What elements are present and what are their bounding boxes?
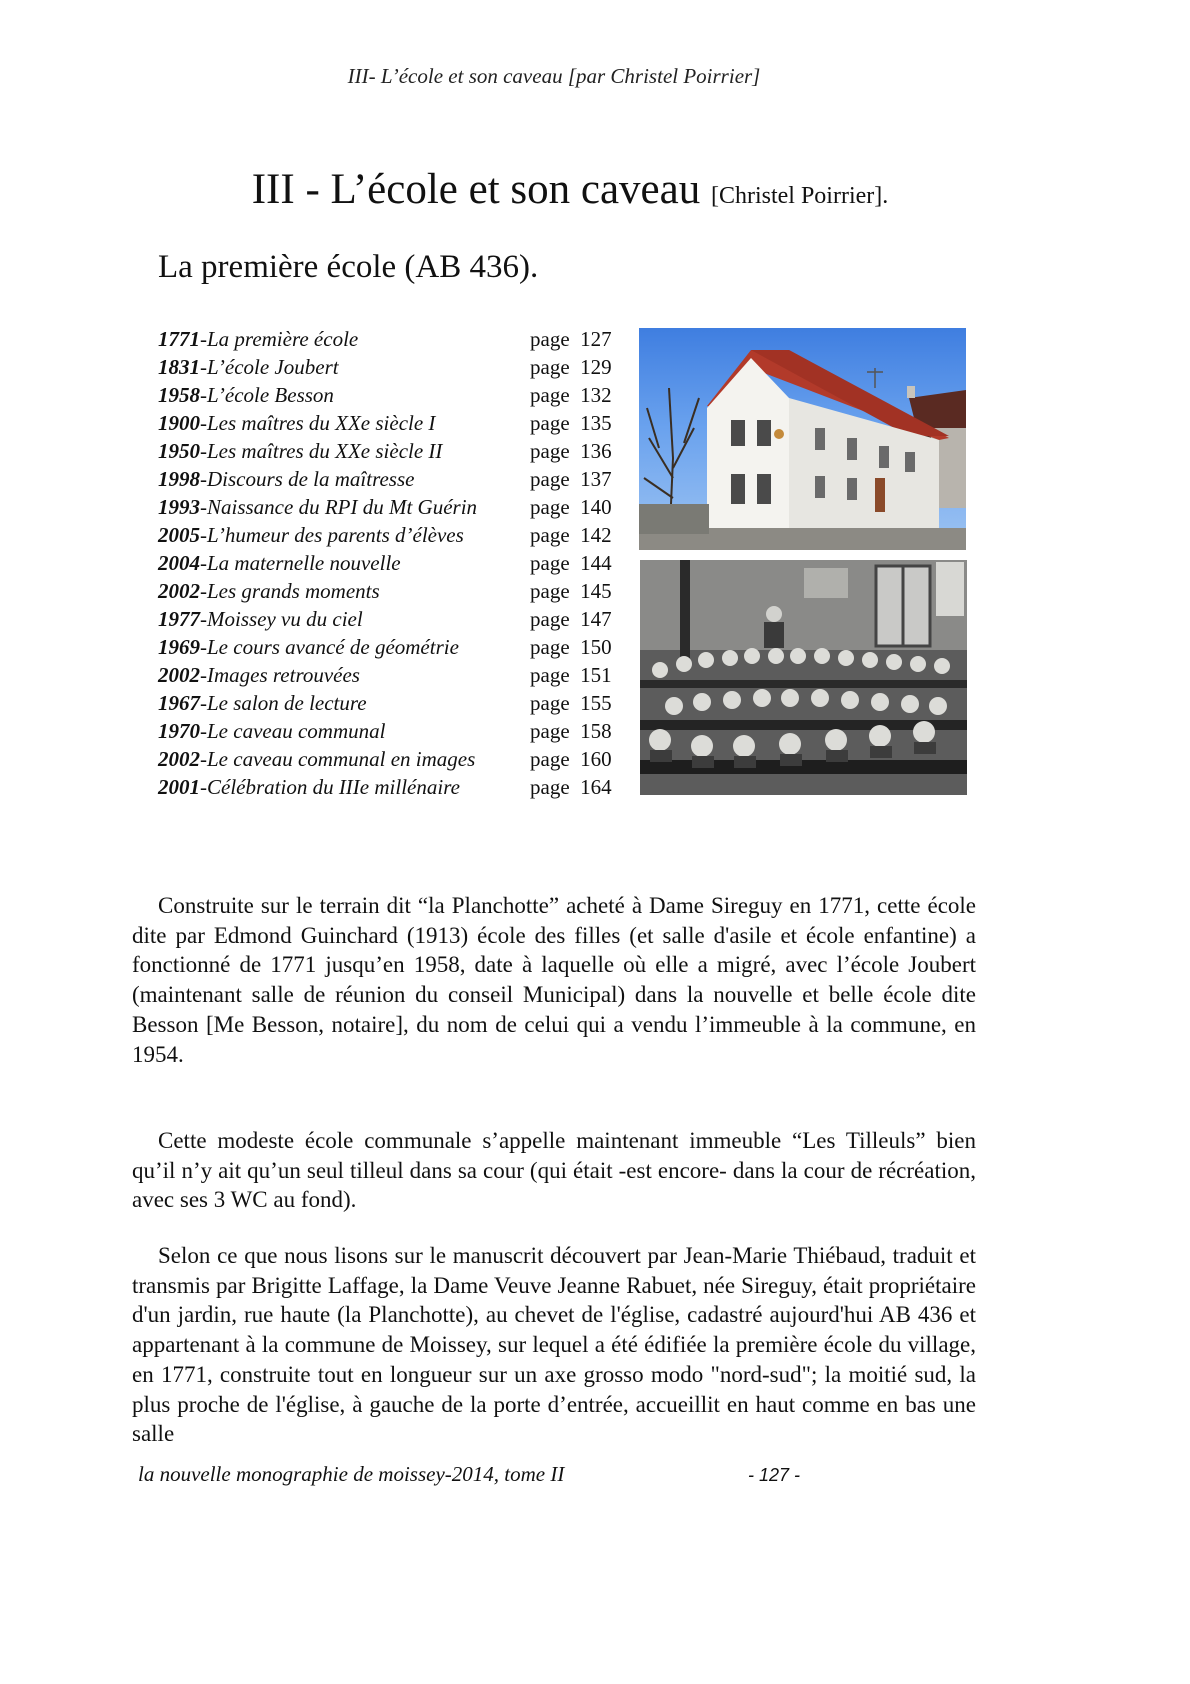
toc-page-word: page — [530, 551, 570, 575]
page-number: - 127 - — [748, 1465, 801, 1485]
toc-label: -Les maîtres du XXe siècle II — [200, 439, 443, 463]
toc-year: 2004 — [158, 551, 200, 575]
page-title-text: III - L’école et son caveau — [251, 166, 701, 213]
toc-entry — [158, 717, 628, 745]
paragraph-2: Cette modeste école communale s’appelle maintenant immeuble “Les Tilleuls” bien qu’il n’y ait qu’un seul tilleul dans sa cour (qui était -est encore- dans la cour de récréation, avec ses 3 WC au fond). — [132, 1128, 976, 1213]
toc-year: 1970 — [158, 719, 200, 743]
toc-page-ref — [530, 325, 612, 353]
toc-label: -Les maîtres du XXe siècle I — [200, 411, 436, 435]
toc-page-ref — [530, 605, 612, 633]
toc-page-ref — [530, 745, 612, 773]
toc-label: -Le salon de lecture — [200, 691, 367, 715]
toc-entry — [158, 689, 628, 717]
toc-page-word: page — [530, 495, 570, 519]
toc-page-number: 144 — [580, 551, 612, 575]
toc-entry — [158, 549, 628, 577]
toc-page-ref — [530, 717, 612, 745]
toc-year: 1977 — [158, 607, 200, 631]
toc-page-word: page — [530, 579, 570, 603]
toc-year: 2002 — [158, 663, 200, 687]
toc-year: 1958 — [158, 383, 200, 407]
toc-page-number: 145 — [580, 579, 612, 603]
toc-label: -Célébration du IIIe millénaire — [200, 775, 460, 799]
toc-year: 2002 — [158, 747, 200, 771]
toc-label: -Moissey vu du ciel — [200, 607, 363, 631]
toc-page-word: page — [530, 691, 570, 715]
toc-page-ref — [530, 773, 612, 801]
toc-page-ref — [530, 577, 612, 605]
toc-label: -Le caveau communal — [200, 719, 386, 743]
toc-entry — [158, 605, 628, 633]
toc-entry — [158, 325, 628, 353]
toc-year: 1998 — [158, 467, 200, 491]
toc-page-number: 160 — [580, 747, 612, 771]
school-building-photo — [639, 328, 966, 550]
toc-page-number: 151 — [580, 663, 612, 687]
running-header: III- L’école et son caveau [par Christel Poirrier] — [347, 64, 761, 88]
toc-label: -La maternelle nouvelle — [200, 551, 401, 575]
toc-page-word: page — [530, 663, 570, 687]
toc-label: -Le cours avancé de géométrie — [200, 635, 459, 659]
toc-page-number: 147 — [580, 607, 612, 631]
toc-page-ref — [530, 549, 612, 577]
toc-page-number: 140 — [580, 495, 612, 519]
toc-page-ref — [530, 437, 612, 465]
toc-page-number: 132 — [580, 383, 612, 407]
toc-label: -Les grands moments — [200, 579, 380, 603]
toc-page-number: 127 — [580, 327, 612, 351]
toc-page-ref — [530, 465, 612, 493]
toc-label: -La première école — [200, 327, 359, 351]
toc-label: -L’école Besson — [200, 383, 334, 407]
toc-page-ref — [530, 633, 612, 661]
toc-page-word: page — [530, 355, 570, 379]
paragraph-1: Construite sur le terrain dit “la Planchotte” acheté à Dame Sireguy en 1771, cette école dite par Edmond Guinchard (1913) école des filles (et salle d'asile et école enfantine) a fonctionné de 1771 jusqu’en 1958, date à laquelle où elle a migré, avec l’école Joubert (maintenant salle de réunion du conseil Municipal) dans la nouvelle et belle école dite Besson [Me Besson, notaire], du nom de celui qui a vendu l’immeuble à la commune, en 1954. — [132, 893, 976, 1067]
toc-page-word: page — [530, 327, 570, 351]
toc-year: 1900 — [158, 411, 200, 435]
toc-label: -L’humeur des parents d’élèves — [200, 523, 464, 547]
paragraph-3: Selon ce que nous lisons sur le manuscrit découvert par Jean-Marie Thiébaud, traduit et transmis par Brigitte Laffage, la Dame Veuve Jeanne Rabuet, née Sireguy, était propriétaire d'un jardin, rue haute (la Planchotte), au chevet de l'église, cadastré aujourd'hui AB 436 et appartenant à la commune de Moissey, sur lequel a été édifiée la première école du village, en 1771, construite tout en longueur sur un axe grosso modo "nord-sud"; la moitié sud, la plus proche de l'église, à gauche de la porte d’entrée, accueillit en haut comme en bas une salle — [132, 1243, 976, 1447]
toc-page-word: page — [530, 383, 570, 407]
toc-page-ref — [530, 493, 612, 521]
toc-entry — [158, 521, 628, 549]
toc-year: 1993 — [158, 495, 200, 519]
toc-entry — [158, 353, 628, 381]
toc-entry — [158, 409, 628, 437]
page-title — [0, 164, 1140, 222]
toc-page-word: page — [530, 747, 570, 771]
toc-entry — [158, 773, 628, 801]
toc-entry — [158, 493, 628, 521]
toc-entry — [158, 465, 628, 493]
toc-entry — [158, 745, 628, 773]
toc-page-word: page — [530, 523, 570, 547]
toc-entry — [158, 661, 628, 689]
toc-year: 2001 — [158, 775, 200, 799]
toc-entry — [158, 381, 628, 409]
toc-page-number: 135 — [580, 411, 612, 435]
toc-page-ref — [530, 661, 612, 689]
toc-year: 1969 — [158, 635, 200, 659]
toc-page-number: 155 — [580, 691, 612, 715]
toc-entry — [158, 577, 628, 605]
toc-page-number: 129 — [580, 355, 612, 379]
toc-page-ref — [530, 689, 612, 717]
author-note: [Christel Poirrier]. — [710, 183, 889, 209]
toc-page-ref — [530, 353, 612, 381]
toc-page-number: 142 — [580, 523, 612, 547]
toc-label: -Discours de la maîtresse — [200, 467, 415, 491]
section-heading: La première école (AB 436). — [158, 249, 539, 285]
toc-year: 1950 — [158, 439, 200, 463]
toc-page-number: 158 — [580, 719, 612, 743]
toc-page-word: page — [530, 719, 570, 743]
toc-year: 2005 — [158, 523, 200, 547]
toc-label: -Le caveau communal en images — [200, 747, 476, 771]
toc-page-word: page — [530, 635, 570, 659]
toc-page-word: page — [530, 775, 570, 799]
toc-page-word: page — [530, 607, 570, 631]
toc-page-word: page — [530, 411, 570, 435]
toc-year: 1771 — [158, 327, 200, 351]
toc-page-number: 150 — [580, 635, 612, 659]
toc-page-number: 164 — [580, 775, 612, 799]
toc-label: -L’école Joubert — [200, 355, 339, 379]
toc-page-word: page — [530, 467, 570, 491]
toc-page-ref — [530, 409, 612, 437]
toc-page-number: 137 — [580, 467, 612, 491]
toc-year: 2002 — [158, 579, 200, 603]
class-photo — [640, 560, 967, 795]
toc-year: 1831 — [158, 355, 200, 379]
toc-label: -Naissance du RPI du Mt Guérin — [200, 495, 478, 519]
table-of-contents — [158, 325, 628, 801]
toc-page-ref — [530, 521, 612, 549]
toc-entry — [158, 437, 628, 465]
toc-year: 1967 — [158, 691, 200, 715]
toc-label: -Images retrouvées — [200, 663, 360, 687]
running-footer: la nouvelle monographie de moissey-2014, tome II — [138, 1462, 565, 1486]
toc-page-word: page — [530, 439, 570, 463]
toc-entry — [158, 633, 628, 661]
toc-page-number: 136 — [580, 439, 612, 463]
toc-page-ref — [530, 381, 612, 409]
